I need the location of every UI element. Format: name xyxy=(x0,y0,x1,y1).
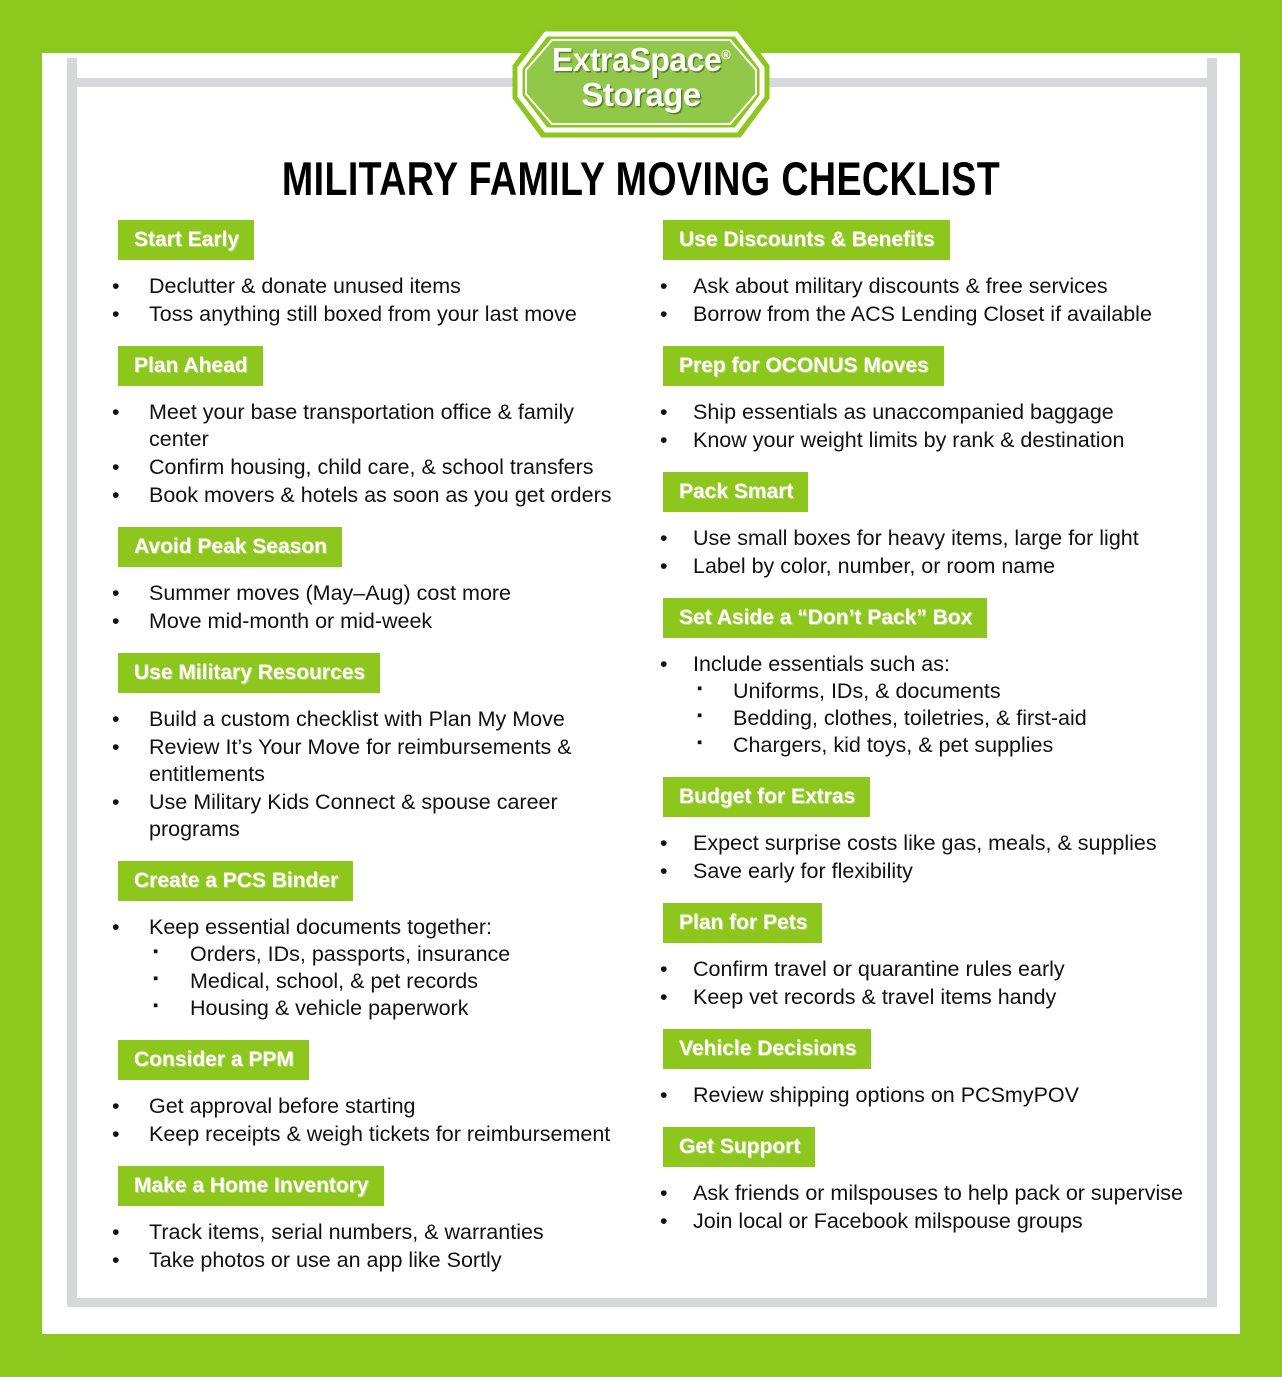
section-heading-use-discounts-benefits: Use Discounts & Benefits xyxy=(663,220,950,260)
inner-frame-right-rule xyxy=(1207,58,1217,1307)
bullet-icon: • xyxy=(660,1082,668,1107)
checklist-item[interactable] xyxy=(655,427,1195,454)
section-heading-start-early: Start Early xyxy=(118,220,254,260)
bullet-icon: • xyxy=(660,956,668,981)
sub-bullet-icon: ▪ xyxy=(697,706,703,724)
checklist-item[interactable] xyxy=(655,525,1195,552)
bullet-icon: • xyxy=(660,274,668,298)
checklist-item-label: Toss anything still boxed from your last move xyxy=(149,301,577,326)
checklist-item[interactable] xyxy=(655,651,1195,759)
checklist-items xyxy=(104,706,634,843)
checklist-item[interactable] xyxy=(655,301,1195,328)
page-title: MILITARY FAMILY MOVING CHECKLIST xyxy=(281,152,1001,205)
checklist-item[interactable] xyxy=(104,399,634,453)
checklist-item-label: Take photos or use an app like Sortly xyxy=(149,1247,502,1272)
section-heading-prep-for-oconus-moves: Prep for OCONUS Moves xyxy=(663,346,944,386)
bullet-icon: • xyxy=(660,525,668,550)
checklist-section-avoid-peak-season xyxy=(104,527,634,635)
checklist-subitem-label: Orders, IDs, passports, insurance xyxy=(190,941,511,966)
checklist-item[interactable] xyxy=(104,1121,634,1148)
checklist-item[interactable] xyxy=(104,1219,634,1246)
checklist-item[interactable] xyxy=(104,1093,634,1120)
section-heading-set-aside-a-don-t-pack-box: Set Aside a “Don’t Pack” Box xyxy=(663,598,987,638)
bullet-icon: • xyxy=(112,1121,120,1146)
bullet-icon: • xyxy=(112,608,120,633)
checklist-item[interactable] xyxy=(655,553,1195,580)
checklist-item-label: Build a custom checklist with Plan My Move xyxy=(149,706,565,731)
checklist-item-label: Ask about military discounts & free services xyxy=(693,274,1108,298)
checklist-section-prep-for-oconus-moves xyxy=(655,346,1195,454)
section-heading-consider-a-ppm: Consider a PPM xyxy=(118,1040,309,1080)
inner-frame-bottom-rule xyxy=(67,1298,1217,1307)
bullet-icon: • xyxy=(112,706,120,731)
checklist-items xyxy=(655,1180,1195,1235)
checklist-item-label: Label by color, number, or room name xyxy=(693,553,1056,578)
checklist-items xyxy=(104,273,634,328)
checklist-item-label: Join local or Facebook milspouse groups xyxy=(693,1208,1083,1233)
bullet-icon: • xyxy=(112,301,120,326)
checklist-item[interactable] xyxy=(104,706,634,733)
checklist-item-label: Borrow from the ACS Lending Closet if available xyxy=(693,301,1152,326)
checklist-item-label: Review shipping options on PCSmyPOV xyxy=(693,1082,1079,1107)
checklist-section-plan-ahead xyxy=(104,346,634,509)
checklist-item[interactable] xyxy=(104,301,634,328)
sub-bullet-icon: ▪ xyxy=(697,679,703,697)
checklist-item-label: Know your weight limits by rank & destination xyxy=(693,427,1125,452)
bullet-icon: • xyxy=(112,274,120,298)
bullet-icon: • xyxy=(112,914,120,939)
checklist-section-plan-for-pets xyxy=(655,903,1195,1011)
bullet-icon: • xyxy=(660,1208,668,1233)
checklist-item[interactable] xyxy=(655,858,1195,885)
checklist-items xyxy=(655,830,1195,885)
sub-bullet-icon: ▪ xyxy=(153,996,159,1014)
checklist-item-label: Keep essential documents together: xyxy=(149,914,493,939)
checklist-section-set-aside-a-don-t-pack-box xyxy=(655,598,1195,759)
checklist-subitem-label: Uniforms, IDs, & documents xyxy=(733,678,1001,703)
checklist-section-consider-a-ppm xyxy=(104,1040,634,1148)
bullet-icon: • xyxy=(660,301,668,326)
section-heading-make-a-home-inventory: Make a Home Inventory xyxy=(118,1166,384,1206)
checklist-item-label: Use Military Kids Connect & spouse career programs xyxy=(149,789,558,841)
inner-frame-left-rule xyxy=(67,58,77,1307)
checklist-section-get-support xyxy=(655,1127,1195,1235)
checklist-items xyxy=(655,399,1195,454)
checklist-subitem-label: Medical, school, & pet records xyxy=(190,968,478,993)
sub-bullet-icon: ▪ xyxy=(697,733,703,751)
checklist-item-label: Get approval before starting xyxy=(149,1093,416,1118)
checklist-item-label: Summer moves (May–Aug) cost more xyxy=(149,580,512,605)
section-heading-create-a-pcs-binder: Create a PCS Binder xyxy=(118,861,353,901)
checklist-item-label: Expect surprise costs like gas, meals, & supplies xyxy=(693,831,1157,856)
bullet-icon: • xyxy=(660,858,668,883)
bullet-icon: • xyxy=(112,734,120,759)
checklist-items xyxy=(655,1082,1195,1109)
section-heading-use-military-resources: Use Military Resources xyxy=(118,653,380,693)
bullet-icon: • xyxy=(112,454,120,479)
checklist-section-pack-smart xyxy=(655,472,1195,580)
bullet-icon: • xyxy=(660,427,668,452)
checklist-items xyxy=(104,1219,634,1274)
logo-line-extraspace: ExtraSpace® xyxy=(551,41,731,78)
checklist-items xyxy=(104,1093,634,1148)
bullet-icon: • xyxy=(112,482,120,507)
checklist-items xyxy=(104,399,634,509)
checklist-subitem[interactable] xyxy=(693,705,1195,732)
checklist-subitems xyxy=(693,678,1195,759)
logo-line-storage: Storage xyxy=(581,76,701,113)
registered-trademark-icon: ® xyxy=(721,47,731,62)
checklist-item-label: Include essentials such as: xyxy=(693,651,950,676)
extraspace-storage-logo xyxy=(512,26,770,138)
checklist-items xyxy=(655,525,1195,580)
checklist-column-right xyxy=(655,220,1195,1253)
checklist-item[interactable] xyxy=(655,956,1195,983)
section-heading-budget-for-extras: Budget for Extras xyxy=(663,777,870,817)
checklist-section-use-military-resources xyxy=(104,653,634,843)
checklist-item[interactable] xyxy=(655,1208,1195,1235)
bullet-icon: • xyxy=(660,984,668,1009)
section-heading-plan-for-pets: Plan for Pets xyxy=(663,903,822,943)
checklist-item[interactable] xyxy=(655,984,1195,1011)
bullet-icon: • xyxy=(660,1180,668,1205)
checklist-item-label: Keep vet records & travel items handy xyxy=(693,984,1057,1009)
checklist-item[interactable] xyxy=(655,273,1195,300)
bullet-icon: • xyxy=(660,651,668,676)
checklist-item[interactable] xyxy=(104,734,634,788)
checklist-column-left xyxy=(104,220,634,1292)
section-heading-get-support: Get Support xyxy=(663,1127,815,1167)
checklist-item-label: Meet your base transportation office & family center xyxy=(149,399,575,451)
checklist-item[interactable] xyxy=(655,399,1195,426)
section-heading-vehicle-decisions: Vehicle Decisions xyxy=(663,1029,871,1069)
bullet-icon: • xyxy=(112,1093,120,1118)
bullet-icon: • xyxy=(112,1219,120,1244)
sub-bullet-icon: ▪ xyxy=(153,942,159,960)
checklist-subitem[interactable] xyxy=(149,968,634,995)
checklist-section-start-early xyxy=(104,220,634,328)
checklist-item[interactable] xyxy=(104,580,634,607)
checklist-item[interactable] xyxy=(104,482,634,509)
checklist-subitems xyxy=(149,941,634,1022)
bullet-icon: • xyxy=(112,789,120,814)
inner-frame-top-right-rule xyxy=(766,78,1217,87)
checklist-items xyxy=(655,651,1195,759)
bullet-icon: • xyxy=(660,553,668,578)
checklist-item-label: Declutter & donate unused items xyxy=(149,274,461,298)
checklist-items xyxy=(104,914,634,1022)
logo-wordmark xyxy=(512,43,770,111)
checklist-item[interactable] xyxy=(655,1180,1195,1207)
section-heading-avoid-peak-season: Avoid Peak Season xyxy=(118,527,342,567)
checklist-section-create-a-pcs-binder xyxy=(104,861,634,1022)
checklist-item[interactable] xyxy=(104,789,634,843)
checklist-item[interactable] xyxy=(104,454,634,481)
inner-frame-top-left-rule xyxy=(67,78,519,87)
checklist-item[interactable] xyxy=(655,1082,1195,1109)
checklist-subitem-label: Chargers, kid toys, & pet supplies xyxy=(733,732,1054,757)
section-heading-plan-ahead: Plan Ahead xyxy=(118,346,263,386)
bullet-icon: • xyxy=(112,1247,120,1272)
checklist-section-vehicle-decisions xyxy=(655,1029,1195,1109)
bullet-icon: • xyxy=(660,399,668,424)
checklist-items xyxy=(655,273,1195,328)
checklist-items xyxy=(104,580,634,635)
checklist-item-label: Review It’s Your Move for reimbursements & entitlements xyxy=(149,734,572,786)
checklist-subitem-label: Bedding, clothes, toiletries, & first-aid xyxy=(733,705,1087,730)
checklist-item-label: Move mid-month or mid-week xyxy=(149,608,433,633)
sub-bullet-icon: ▪ xyxy=(153,969,159,987)
bullet-icon: • xyxy=(660,831,668,856)
checklist-subitem[interactable] xyxy=(149,941,634,968)
checklist-item-label: Ask friends or milspouses to help pack or supervise xyxy=(693,1180,1183,1205)
checklist-item-label: Ship essentials as unaccompanied baggage xyxy=(693,399,1114,424)
checklist-subitem[interactable] xyxy=(149,995,634,1022)
checklist-section-budget-for-extras xyxy=(655,777,1195,885)
checklist-subitem[interactable] xyxy=(693,678,1195,705)
checklist-item[interactable] xyxy=(104,608,634,635)
checklist-item-label: Confirm housing, child care, & school transfers xyxy=(149,454,594,479)
checklist-item[interactable] xyxy=(104,273,634,300)
checklist-items xyxy=(655,956,1195,1011)
bullet-icon: • xyxy=(112,580,120,605)
section-heading-pack-smart: Pack Smart xyxy=(663,472,808,512)
checklist-item-label: Book movers & hotels as soon as you get orders xyxy=(149,482,612,507)
checklist-item[interactable] xyxy=(104,1247,634,1274)
checklist-subitem-label: Housing & vehicle paperwork xyxy=(190,995,469,1020)
checklist-item-label: Use small boxes for heavy items, large for light xyxy=(693,525,1139,550)
bullet-icon: • xyxy=(112,399,120,424)
checklist-item-label: Save early for flexibility xyxy=(693,858,913,883)
checklist-item-label: Keep receipts & weigh tickets for reimbursement xyxy=(149,1121,611,1146)
checklist-section-use-discounts-benefits xyxy=(655,220,1195,328)
checklist-item-label: Confirm travel or quarantine rules early xyxy=(693,956,1065,981)
checklist-item-label: Track items, serial numbers, & warranties xyxy=(149,1219,544,1244)
checklist-subitem[interactable] xyxy=(693,732,1195,759)
checklist-item[interactable] xyxy=(104,914,634,1022)
checklist-section-make-a-home-inventory xyxy=(104,1166,634,1274)
checklist-item[interactable] xyxy=(655,830,1195,857)
